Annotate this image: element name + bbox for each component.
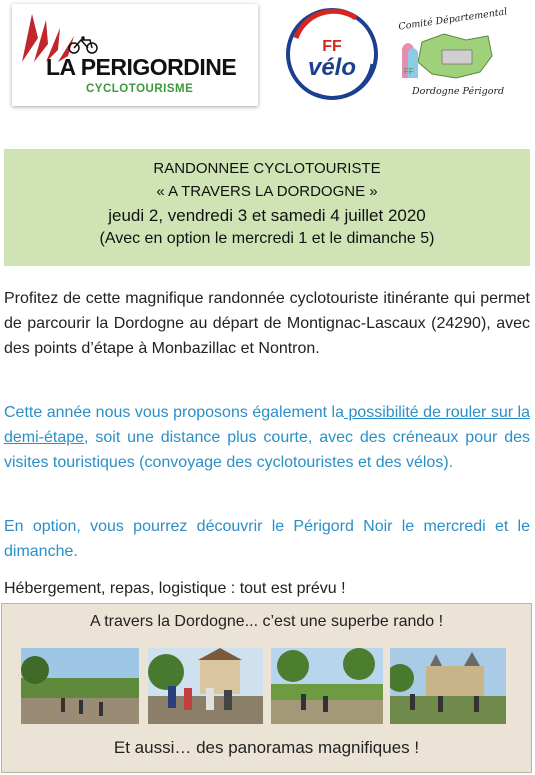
event-title: « A TRAVERS LA DORDOGNE »: [156, 183, 378, 200]
comite-departemental-logo: [392, 6, 508, 104]
comite-title: Comité Départemental: [397, 6, 508, 33]
castle-panorama-photo: [390, 648, 506, 724]
event-header-box: [4, 149, 530, 266]
photo-caption-bottom: Et aussi… des panoramas magnifiques !: [113, 738, 420, 757]
half-stage-text-after: , soit une distance plus courte, avec des créneaux pour des visites touristiques (convoyage des cyclotouristes et des vélos).: [4, 429, 530, 471]
photo-caption-top: A travers la Dordogne... c’est une superbe rando !: [89, 613, 444, 630]
half-stage-link[interactable]: possibilité de rouler sur la demi-étape: [4, 404, 530, 446]
cyclists-village-photo: [148, 648, 263, 724]
ffvelo-ff-label: FF: [322, 38, 342, 55]
ffvelo-velo-label: vélo: [307, 54, 357, 81]
cyclists-trees-photo: [271, 648, 383, 724]
photo-panel: [1, 603, 532, 773]
logistics-paragraph: Hébergement, repas, logistique : tout est prévu !: [4, 580, 346, 597]
option-paragraph: En option, vous pourrez découvrir le Périgord Noir le mercredi et le dimanche.: [4, 518, 530, 560]
perigordine-title: LA PERIGORDINE: [46, 54, 237, 80]
comite-subtitle: Dordogne Périgord: [412, 86, 505, 97]
intro-paragraph: Profitez de cette magnifique randonnée cyclotouriste itinérante qui permet de parcourir la Dordogne au départ de Montignac-Lascaux (24290), avec des points d’étape à Monbazillac et Nontron.: [4, 290, 530, 357]
svg-text:FF: FF: [404, 67, 414, 76]
half-stage-paragraph: [4, 400, 530, 475]
half-stage-text-before: Cette année nous vous proposons également la: [4, 404, 344, 421]
bicycle-icon: [68, 36, 98, 54]
event-option-dates: (Avec en option le mercredi 1 et le dimanche 5): [99, 230, 435, 247]
ffvelo-logo: [286, 8, 378, 100]
event-type: RANDONNEE CYCLOTOURISTE: [153, 160, 381, 177]
cyclists-road-photo-1: [21, 648, 139, 724]
perigordine-subtitle: CYCLOTOURISME: [86, 83, 194, 95]
la-perigordine-logo: [12, 4, 258, 106]
event-dates: jeudi 2, vendredi 3 et samedi 4 juillet 2020: [108, 206, 426, 225]
